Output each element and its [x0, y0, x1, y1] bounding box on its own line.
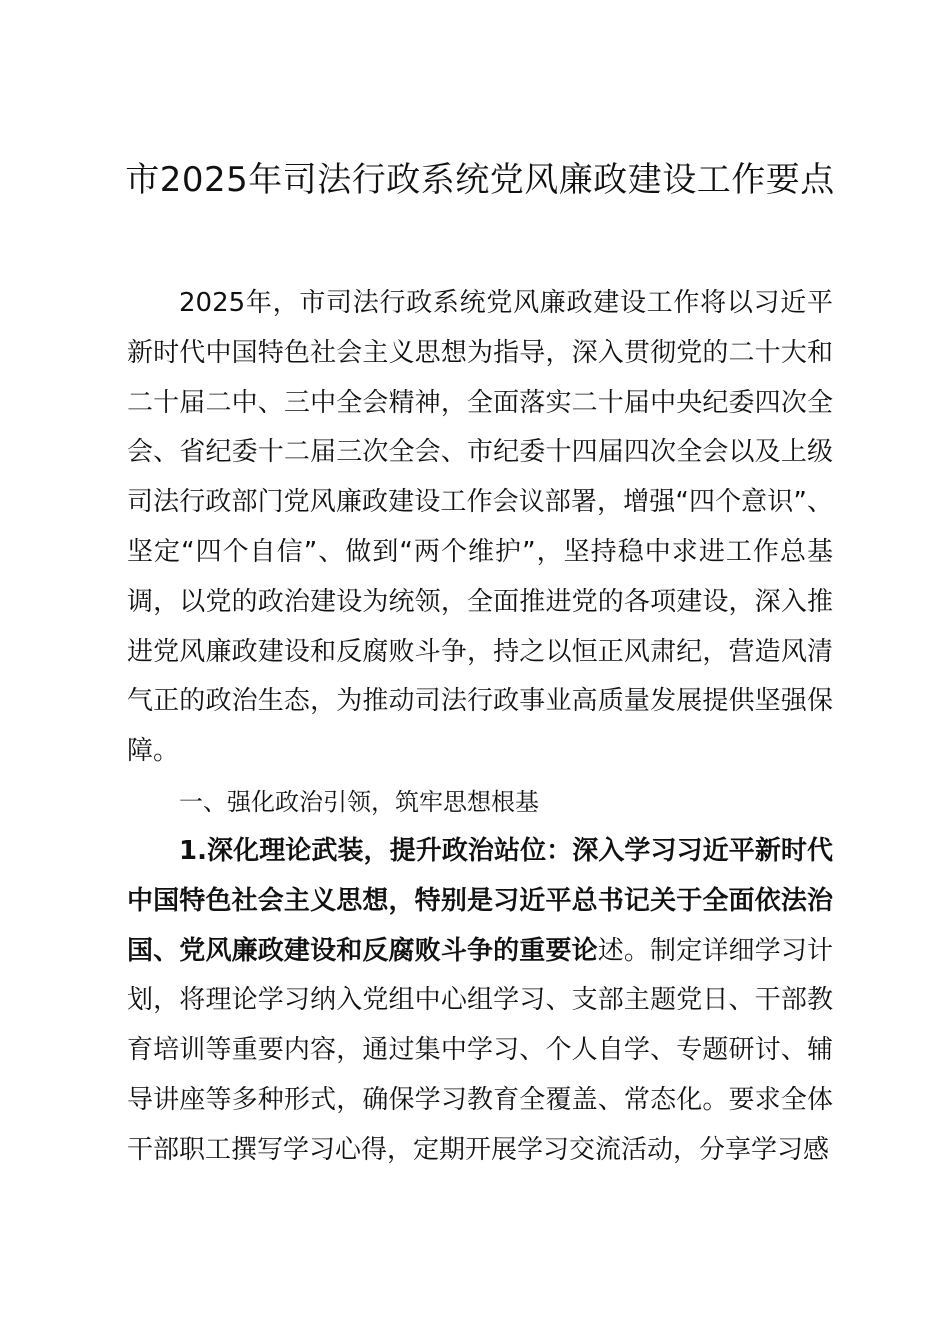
document-body: [127, 279, 833, 1176]
intro-paragraph: 2025年，市司法行政系统党风廉政建设工作将以习近平新时代中国特色社会主义思想为指导，深入贯彻党的二十大和二十届二中、三中全会精神，全面落实二十届中央纪委四次全会、省纪委十二届三次全会、市纪委十四届四次全会以及上级司法行政部门党风廉政建设工作会议部署，增强“四个意识”、坚定“四个自信”、做到“两个维护”，坚持稳中求进工作总基调，以党的政治建设为统领，全面推进党的各项建设，深入推进党风廉政建设和反腐败斗争，持之以恒正风肃纪，营造风清气正的政治生态，为推动司法行政事业高质量发展提供坚强保障。: [127, 288, 833, 767]
item-1-text: 述。制定详细学习计划，将理论学习纳入党组中心组学习、支部主题党日、干部教育培训等重要内容，通过集中学习、个人自学、专题研讨、辅导讲座等多种形式，确保学习教育全覆盖、常态化。要求全体干部职工撰写学习心得，定期开展学习交流活动，分享学习感: [127, 935, 833, 1165]
item-paragraph-1: [127, 827, 833, 1176]
section-heading-1: 一、强化政治引领，筑牢思想根基: [179, 787, 539, 816]
item-1-bold-lead: 1.深化理论武装，提升政治站位：深入学习习近平新时代中国特色社会主义思想，特别是习近平总书记关于全面依法治国、党风廉政建设和反腐败斗争的重要论: [127, 835, 833, 966]
document-title: 市2025年司法行政系统党风廉政建设工作要点: [125, 160, 835, 200]
